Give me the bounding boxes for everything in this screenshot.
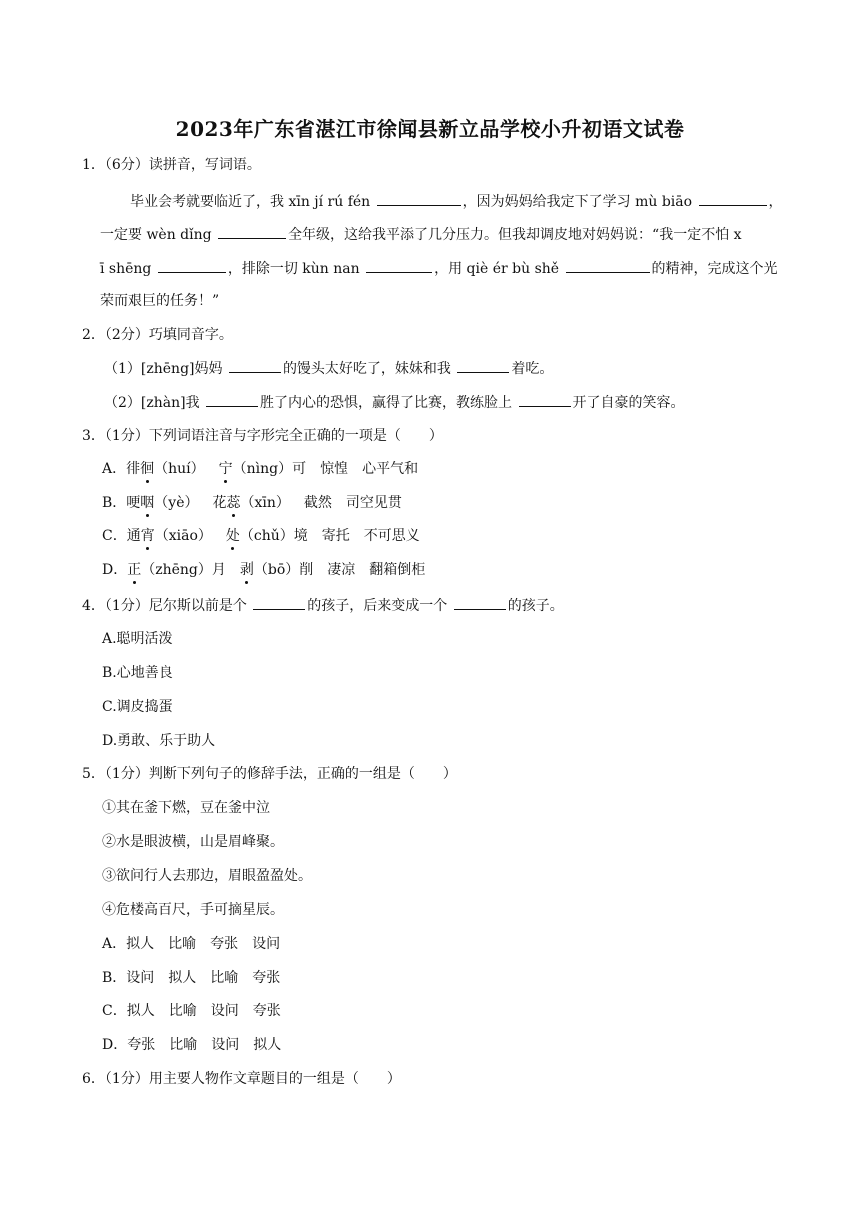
page-title: 2023年广东省湛江市徐闻县新立品学校小升初语文试卷: [175, 117, 685, 141]
option-text: （xiāo）: [154, 528, 212, 544]
option-text: （chǔ）境: [239, 528, 308, 544]
answer-blank[interactable]: [454, 595, 506, 610]
q3-option-c[interactable]: [102, 526, 420, 546]
q2-text: （1）[zhēng]妈妈: [104, 361, 227, 377]
dotted-char: 蕊: [226, 495, 241, 511]
option-text: 司空见贯: [345, 495, 402, 511]
q1-text: 一定要 wèn dǐng: [100, 227, 217, 243]
q1-text: 的精神，完成这个光: [651, 261, 778, 277]
answer-blank[interactable]: [699, 191, 767, 206]
q4-stem: [82, 595, 564, 616]
q1-text: ī shēng: [100, 261, 156, 277]
q2-sub-2: [104, 392, 685, 413]
dotted-char: 处: [225, 528, 240, 544]
option-text: 凄凉: [327, 562, 356, 578]
option-text: （huí）: [154, 461, 205, 477]
q3-stem: 3．（1分）下列词语注音与字形完全正确的一项是（ ）: [82, 428, 443, 444]
q5-stem: 5．（1分）判断下列句子的修辞手法，正确的一组是（ ）: [82, 766, 457, 782]
q2-stem: 2．（2分）巧填同音字。: [82, 327, 233, 343]
q2-text: 着吃。: [511, 361, 554, 377]
q2-text: 的馒头太好吃了，妹妹和我: [282, 361, 456, 377]
q1-line-3: [100, 258, 778, 279]
q4-option-d[interactable]: D.勇敢、乐于助人: [102, 733, 216, 749]
q2-text: 开了自豪的笑容。: [572, 395, 685, 411]
dotted-char: 咽: [140, 495, 155, 511]
answer-blank[interactable]: [158, 258, 226, 273]
answer-blank[interactable]: [206, 392, 258, 407]
option-text: 心平气和: [362, 461, 419, 477]
q5-option-c[interactable]: C．拟人 比喻 设问 夸张: [102, 1003, 281, 1019]
answer-blank[interactable]: [229, 358, 281, 373]
q4-text: 的孩子，后来变成一个: [307, 598, 452, 614]
q1-line-1: [98, 191, 783, 212]
dotted-char: 剥: [239, 562, 254, 578]
dotted-char: 徊: [140, 461, 155, 477]
q5-sentence-4: ④危楼高百尺，手可摘星辰。: [102, 902, 284, 918]
option-text: （yè）: [154, 495, 199, 511]
option-text: C．通: [102, 528, 141, 544]
q1-line-2: [100, 224, 742, 245]
option-text: （zhēng）月: [141, 562, 226, 578]
q5-option-b[interactable]: B．设问 拟人 比喻 夸张: [102, 970, 281, 986]
q3-option-d[interactable]: [102, 560, 425, 580]
q5-sentence-3: ③欲问行人去那边，眉眼盈盈处。: [102, 868, 312, 884]
q4-text: 的孩子。: [507, 598, 564, 614]
q2-sub-1: [104, 358, 553, 379]
answer-blank[interactable]: [519, 392, 571, 407]
answer-blank[interactable]: [218, 224, 286, 239]
q5-option-a[interactable]: A．拟人 比喻 夸张 设问: [102, 936, 281, 952]
q1-text: 毕业会考就要临近了，我 xīn jí rú fén: [130, 194, 375, 210]
q3-option-b[interactable]: [102, 493, 402, 513]
q5-option-d[interactable]: D．夸张 比喻 设问 拟人: [102, 1037, 282, 1053]
q4-option-b[interactable]: B.心地善良: [102, 665, 173, 681]
q1-text: ，因为妈妈给我定下了学习 mù biāo: [462, 194, 697, 210]
option-text: （nìng）可: [232, 461, 307, 477]
q2-text: 胜了内心的恐惧，赢得了比赛，教练脸上: [260, 395, 517, 411]
option-text: 寄托: [321, 528, 350, 544]
dotted-char: 正: [127, 562, 142, 578]
q2-text: （2）[zhàn]我: [104, 395, 205, 411]
q1-stem: 1．（6分）读拼音，写词语。: [82, 157, 261, 173]
q1-text: ，排除一切 kùn nan: [227, 261, 365, 277]
answer-blank[interactable]: [566, 258, 650, 273]
dotted-char: 宁: [218, 461, 233, 477]
answer-blank[interactable]: [253, 595, 305, 610]
q1-text: ，用 qiè ér bù shě: [434, 261, 564, 277]
q5-sentence-1: ①其在釜下燃，豆在釜中泣: [102, 800, 270, 816]
q4-text: 4．（1分）尼尔斯以前是个: [82, 598, 252, 614]
option-text: 截然: [303, 495, 332, 511]
option-text: （bō）削: [253, 562, 314, 578]
q3-option-a[interactable]: [102, 459, 418, 479]
option-text: 惊惶: [320, 461, 349, 477]
option-text: （xīn）: [240, 495, 290, 511]
option-text: 翻箱倒柜: [369, 562, 426, 578]
q1-line-4: 荣而艰巨的任务！”: [100, 293, 220, 309]
option-text: D．: [102, 562, 128, 578]
answer-blank[interactable]: [457, 358, 509, 373]
q4-option-c[interactable]: C.调皮捣蛋: [102, 699, 173, 715]
answer-blank[interactable]: [366, 258, 432, 273]
option-text: A．徘: [102, 461, 141, 477]
q1-text: 全年级，这给我平添了几分压力。但我却调皮地对妈妈说：“我一定不怕 x: [288, 227, 742, 243]
option-text: 花: [212, 495, 227, 511]
answer-blank[interactable]: [377, 191, 461, 206]
q4-option-a[interactable]: A.聪明活泼: [102, 631, 173, 647]
option-text: 不可思义: [363, 528, 420, 544]
q6-stem: 6．（1分）用主要人物作文章题目的一组是（ ）: [82, 1071, 401, 1087]
dotted-char: 宵: [140, 528, 155, 544]
option-text: B．哽: [102, 495, 141, 511]
q5-sentence-2: ②水是眼波横，山是眉峰聚。: [102, 834, 284, 850]
q1-text: ，: [768, 194, 783, 210]
